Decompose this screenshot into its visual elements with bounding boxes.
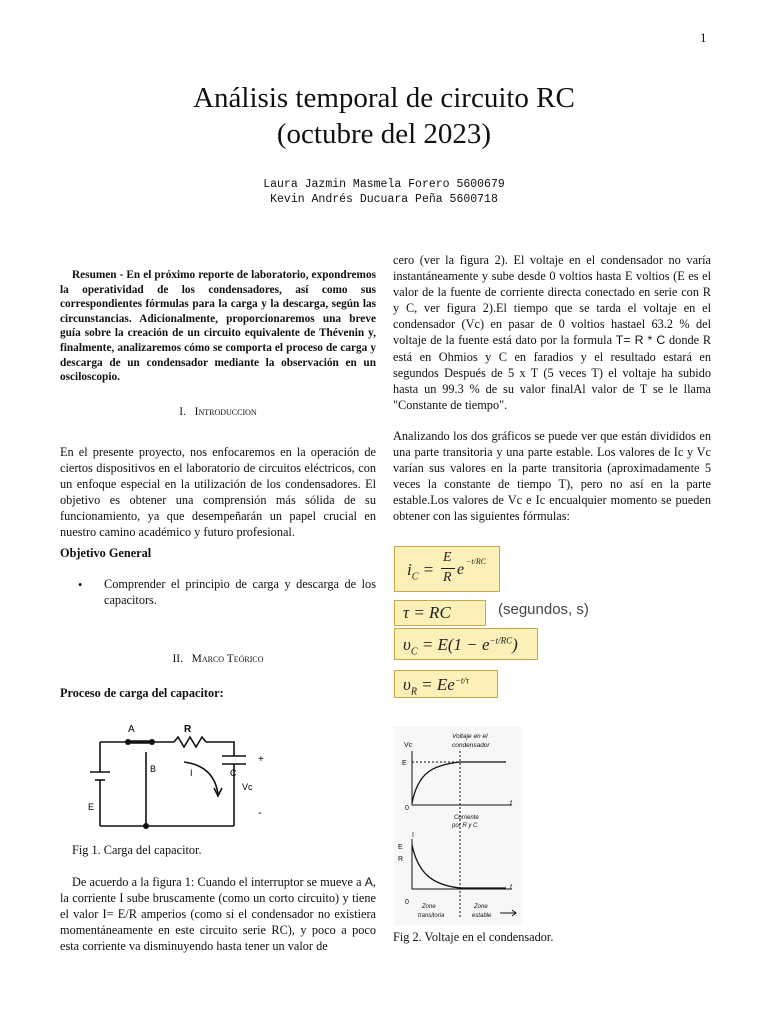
formula-vr	[394, 670, 498, 698]
fig2-t-2: t	[510, 884, 512, 891]
fig2-caption: Fig 2. Voltaje en el condensador.	[393, 930, 554, 944]
abstract	[60, 268, 376, 385]
right-paragraph-1-formula: T= R * C	[615, 333, 666, 348]
label-c: C	[230, 768, 237, 778]
node-bottom	[143, 823, 149, 829]
formula-tau-text: τ = RC	[403, 603, 451, 622]
bullet-marker: •	[78, 578, 83, 592]
formula-ic-num: E	[443, 550, 452, 565]
abstract-text: Resumen - En el próximo reporte de laboratorio, expondremos la operatividad de los condensadores, así como sus correspondientes fórmulas para la carga y la descarga, según las circunstancias. Adicionalmente, proporcionaremos una breve guía sobre la creación de un circuito equivalente de Thévenin y, finalmente, analizaremos cómo se comporta el proceso de carga y descarga de un condensador mediante la observación en un osciloscopio.	[60, 269, 376, 384]
left-paragraph	[60, 874, 376, 954]
left-paragraph-text-1: De acuerdo a la figura 1: Cuando el interruptor se mueve a	[72, 875, 362, 889]
circuit-diagram	[88, 718, 278, 836]
label-plus: +	[258, 754, 264, 765]
label-a: A	[128, 724, 135, 735]
right-paragraph-1-text-a: cero (ver la figura 2). El voltaje en el condensador no varía instantáneamente y sube desde 0 voltios hasta E voltios (E es el valor de la fuente de corriente directa conectado en serie con R y C, ver figura 2).El tiempo que se tarda el voltaje en el condensador (Vc) en pasar de 0 voltios hastael 63.2 % del voltaje de la fuente está dato por la formula	[393, 253, 711, 348]
author-2: Kevin Andrés Ducuara Peña 5600718	[270, 193, 498, 206]
fig2-zone-1b: transitoria	[418, 913, 445, 919]
fig2-vtitle-2: condensador	[452, 742, 490, 749]
formula-ic-den: R	[443, 570, 452, 585]
label-b: B	[150, 764, 157, 774]
left-paragraph-a: A	[364, 875, 373, 889]
fig2-graphs	[394, 727, 522, 925]
title-line-2: (octubre del 2023)	[276, 118, 492, 150]
label-vc: Vc	[242, 782, 253, 792]
formula-ic-lhs: $i_C$ =	[407, 560, 435, 583]
authors	[0, 177, 768, 207]
fig2-vtitle-1: Voltaje en el	[452, 733, 488, 740]
right-paragraph-1-text-b: donde R está en Ohmios y C en faradios y el resultado estará en segundos Después de 5 x T (5 veces T) el voltaje ha subido hasta un 99.3 % de su valor finalAl valor de T se le llama "Constante de tiempo".	[393, 333, 712, 412]
formula-tau	[394, 600, 486, 626]
section-2-heading	[60, 653, 376, 665]
node-a	[125, 739, 131, 745]
fig1-caption: Fig 1. Carga del capacitor.	[72, 843, 202, 857]
resistor-symbol	[174, 737, 206, 747]
fig2-ctitle-2: por R y C	[452, 823, 478, 829]
proceso-heading: Proceso de carga del capacitor:	[60, 686, 224, 700]
formula-tau-units: (segundos, s)	[498, 601, 589, 618]
intro-paragraph: En el presente proyecto, nos enfocaremos en la operación de ciertos dispositivos en el laboratorio de circuitos eléctricos, con un enfoque especial en la utilización de los condensadores. El objetivo es obtener una comprensión más sólida de su funcionamiento, ya que desempeñarán un papel crucial en nuestro camino académico y futuro profesional.	[60, 445, 376, 540]
wire-top-right	[206, 742, 234, 756]
label-minus: -	[258, 807, 262, 819]
formula-vc-text: $\upsilon_C = E(1 - e^{-t/RC})$	[403, 635, 518, 658]
label-e: E	[88, 802, 95, 812]
fig2-vc-axis-label: Vc	[404, 742, 413, 749]
section-1-title: Introduccion	[194, 406, 257, 418]
label-r: R	[184, 724, 192, 735]
fig2-zero-2: 0	[405, 899, 409, 906]
page-number: 1	[700, 30, 707, 45]
current-arrow	[184, 762, 218, 794]
fig2-r-under: R	[398, 856, 404, 863]
paper-title	[0, 80, 768, 152]
formula-vr-text: $\upsilon_R = Ee^{-t/\tau}$	[403, 675, 470, 698]
fig2-zone-2a: Zone	[474, 904, 488, 910]
section-2-number: II.	[172, 653, 183, 665]
formula-vc	[394, 628, 538, 660]
fig2-e-over: E	[398, 844, 403, 851]
fig2-zone-1a: Zone	[422, 904, 436, 910]
author-1: Laura Jazmin Masmela Forero 5600679	[263, 178, 505, 191]
section-2-title: Marco Teórico	[191, 653, 264, 665]
objetivo-heading: Objetivo General	[60, 546, 152, 560]
formula-ic	[394, 546, 500, 592]
fig2-zone-2b: estable	[472, 913, 492, 919]
section-1-heading	[60, 406, 376, 418]
formula-ic-exp: −t/RC	[466, 557, 487, 566]
formula-ic-bar	[441, 568, 455, 569]
fig2-t-1: t	[510, 800, 512, 807]
section-1-number: I.	[179, 406, 187, 418]
label-i: I	[190, 768, 193, 778]
fig2-e-top: E	[402, 760, 407, 767]
left-paragraph-text-2: , la corriente I sube bruscamente (como un corto circuito) y tiene el valor I= E/R amperios (como si el condensador no existiera momentáneamente en este circuito serie RC), y poco a poco esta corriente va disminuyendo hasta tener un valor de	[60, 875, 376, 954]
bullet-item: Comprender el principio de carga y descarga de los capacitors.	[104, 577, 376, 608]
right-paragraph-2: Analizando los dos gráficos se puede ver que están divididos en una parte transitoria y una parte estable. Los valores de Ic y Vc varían sus valores en la parte transitoria (aproximadamente 5 veces la constante de tiempo T), pero no así en la parte estable.Los valores de Vc e Ic encualquier momento se pueden obtener con las siguientes fórmulas:	[393, 429, 711, 524]
fig2-zero-1: 0	[405, 805, 409, 812]
fig2-i-axis-label: I	[412, 832, 414, 839]
node-switch	[149, 739, 155, 745]
fig2-ctitle-1: Corriente	[454, 815, 479, 821]
title-line-1: Análisis temporal de circuito RC	[193, 82, 575, 114]
formula-ic-e: e	[457, 561, 465, 578]
right-paragraph-1	[393, 252, 711, 413]
